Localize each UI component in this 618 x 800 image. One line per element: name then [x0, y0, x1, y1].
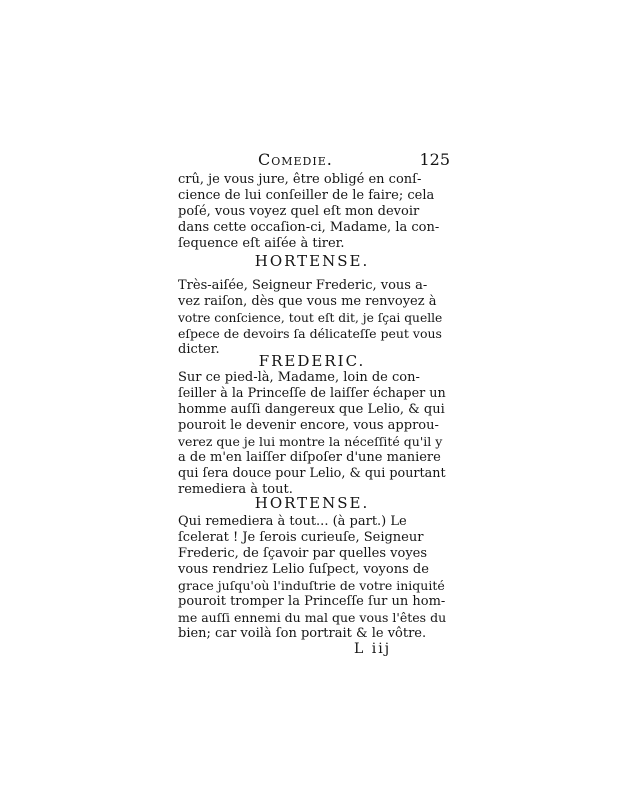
text-line: pouroit tromper la Princeſſe ſur un hom-	[178, 594, 446, 609]
text-line: Frederic, de ſçavoir par quelles voyes	[178, 546, 428, 561]
speech-paragraph	[178, 278, 446, 358]
text-line: homme auſſi dangereux que Lelio, & qui	[178, 402, 445, 417]
text-line: dans cette occaſion-ci, Madame, la con-	[178, 220, 440, 235]
speaker-heading: HORTENSE.	[254, 494, 370, 512]
running-header	[258, 150, 450, 172]
text-line: Très-aiſée, Seigneur Frederic, vous a-	[178, 278, 428, 293]
signature-mark: L iij	[354, 641, 392, 657]
speaker-heading: HORTENSE.	[254, 252, 370, 270]
page-number: 125	[419, 150, 450, 169]
paragraph-continuation	[178, 172, 446, 252]
text-line: grace juſqu'où l'induſtrie de votre iniquité	[178, 578, 445, 593]
text-line: eſpece de devoirs ſa délicateſſe peut vous	[178, 326, 442, 341]
text-line: cience de lui conſeiller de le faire; cela	[178, 188, 435, 203]
text-line: pouroit le devenir encore, vous approu-	[178, 418, 439, 433]
speaker-heading: FREDERIC.	[258, 352, 366, 370]
speech-paragraph	[178, 514, 446, 642]
text-line: crû, je vous jure, être obligé en conſ-	[178, 172, 422, 187]
speech-paragraph	[178, 370, 446, 498]
text-line: bien; car voilà ſon portrait & le vôtre.	[178, 626, 427, 641]
text-line: remediera à tout.	[178, 482, 293, 497]
text-line: vous rendriez Lelio ſuſpect, voyons de	[178, 562, 429, 577]
text-line: dicter.	[178, 342, 220, 357]
text-line: vez raiſon, dès que vous me renvoyez à	[178, 294, 437, 309]
text-line: verez que je lui montre la néceſſité qu'il y	[178, 434, 443, 449]
text-line: ſequence eſt aiſée à tirer.	[178, 236, 345, 251]
text-line: poſé, vous voyez quel eſt mon devoir	[178, 204, 420, 219]
text-line: ſeiller à la Princeſſe de laiſſer échaper un	[178, 386, 446, 401]
text-line: Qui remediera à tout... (à part.) Le	[178, 514, 407, 529]
running-title: Comedie.	[258, 150, 333, 169]
text-line: me auſſi ennemi du mal que vous l'êtes du	[178, 610, 447, 625]
text-line: a de m'en laiſſer diſpoſer d'une maniere	[178, 450, 441, 465]
text-line: qui ſera douce pour Lelio, & qui pourtant	[178, 466, 446, 481]
text-line: Sur ce pied-là, Madame, loin de con-	[178, 370, 420, 385]
text-line: ſcelerat ! Je ſerois curieuſe, Seigneur	[178, 530, 424, 545]
text-line: votre conſcience, tout eſt dit, je ſçai quelle	[178, 311, 443, 325]
